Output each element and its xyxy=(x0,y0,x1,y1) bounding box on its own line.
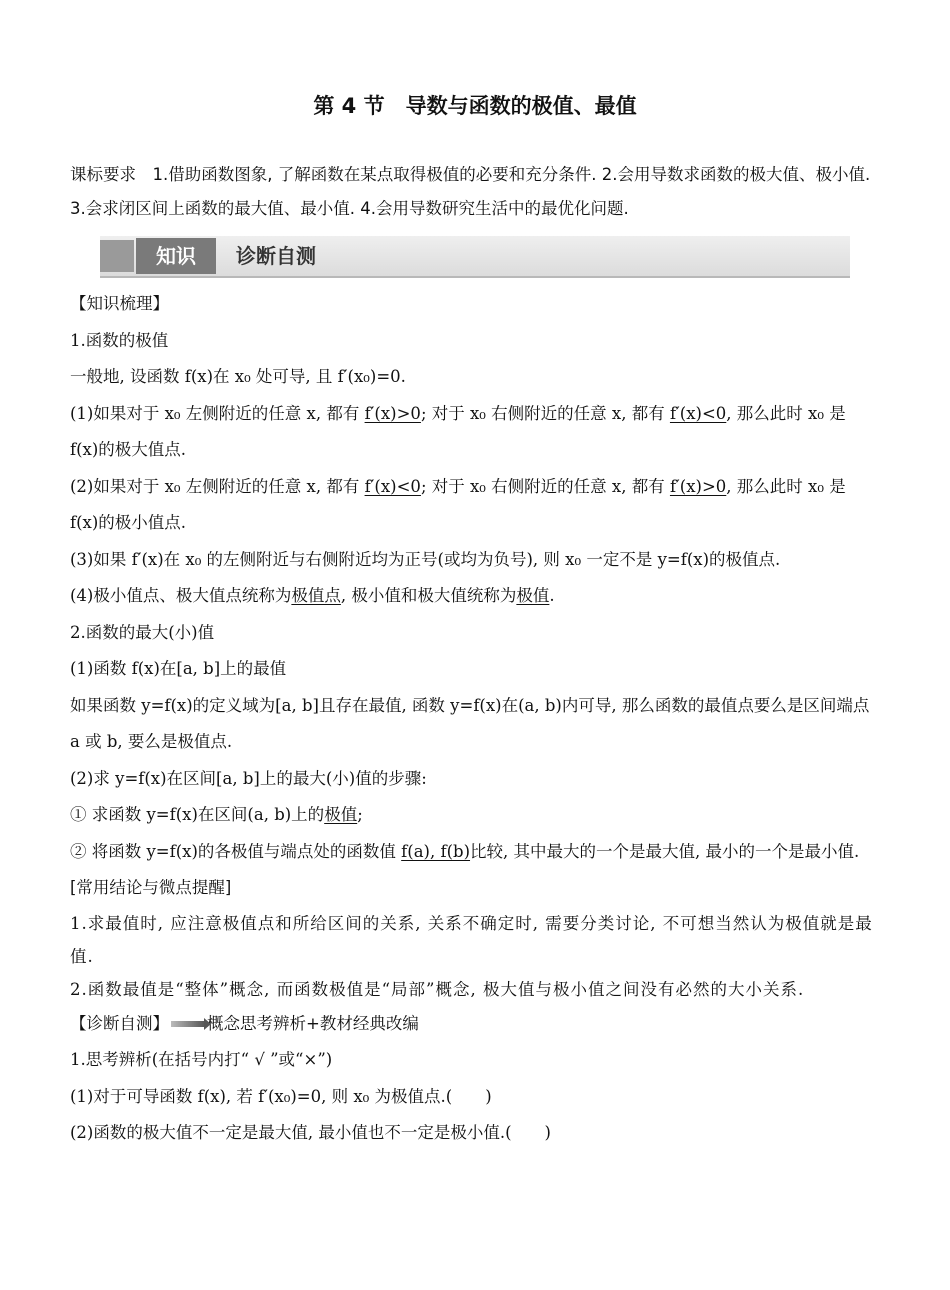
section-1-title: 1.函数的极值 xyxy=(70,330,169,350)
section-2-1-text: 如果函数 y=f(x)的定义域为[a, b]且存在最值, 函数 y=f(x)在(a, b)内可导, 那么函数的最值点要么是区间端点 a 或 b, 要么是极值点. xyxy=(70,695,870,751)
answer-blank: 极值 xyxy=(324,805,358,824)
question-1-2: (2)函数的极大值不一定是最大值, 最小值也不一定是极小值.( ) xyxy=(70,1123,551,1142)
curriculum-requirements: 课标要求 1.借助函数图象, 了解函数在某点取得极值的必要和充分条件. 2.会用导数求函数的极大值、极小值. 3.会求闭区间上函数的最大值、最小值. 4.会用导数研究生活中的最优化问题. xyxy=(70,165,871,218)
banner-tag: 知识 xyxy=(136,238,216,274)
diagnostic-heading: 【诊断自测】 xyxy=(70,1013,169,1033)
answer-blank: f′(x)<0 xyxy=(669,403,727,423)
banner-title: 诊断自测 xyxy=(236,244,316,268)
step-2: ② 将函数 y=f(x)的各极值与端点处的函数值 f(a), f(b)比较, 其中最大的一个是最大值, 最小的一个是最小值. xyxy=(70,841,860,861)
paragraph-terms: (4)极小值点、极大值点统称为极值点, 极小值和极大值统称为极值. xyxy=(70,586,555,605)
answer-blank: f′(x)>0 xyxy=(364,403,421,423)
conclusions-heading: [常用结论与微点提醒] xyxy=(70,878,232,897)
section-banner xyxy=(100,236,850,278)
arrow-icon xyxy=(171,1021,205,1027)
banner-stripe xyxy=(100,240,134,272)
diagnostic-heading-row xyxy=(70,1006,882,1043)
section-2-2-title: (2)求 y=f(x)在区间[a, b]上的最大(小)值的步骤: xyxy=(70,768,427,788)
step-1: ① 求函数 y=f(x)在区间(a, b)上的极值; xyxy=(70,805,363,824)
section-2-title: 2.函数的最大(小)值 xyxy=(70,622,215,642)
section-1-intro: 一般地, 设函数 f(x)在 x₀ 处可导, 且 f′(x₀)=0. xyxy=(70,367,406,386)
answer-blank: 极值点 xyxy=(291,586,341,605)
knowledge-heading: 【知识梳理】 xyxy=(70,294,169,313)
question-1: 1.思考辨析(在括号内打“ √ ”或“×”) xyxy=(70,1050,333,1069)
section-2-1-title: (1)函数 f(x)在[a, b]上的最值 xyxy=(70,659,287,678)
page-title: 第 4 节 导数与函数的极值、最值 xyxy=(313,94,637,118)
paragraph-minimum-point: (2)如果对于 x₀ 左侧附近的任意 x, 都有 f′(x)<0; 对于 x₀ 右侧附近的任意 x, 都有 f′(x)>0, 那么此时 x₀ 是 f(x)的极小值点. xyxy=(70,476,846,532)
conclusion-1: 1.求最值时, 应注意极值点和所给区间的关系, 关系不确定时, 需要分类讨论, 不可想当然认为极值就是最值. xyxy=(70,913,873,966)
diagnostic-subtitle: 概念思考辨析+教材经典改编 xyxy=(207,1013,419,1033)
question-1-1: (1)对于可导函数 f(x), 若 f′(x₀)=0, 则 x₀ 为极值点.( ) xyxy=(70,1086,492,1106)
answer-blank: f′(x)<0 xyxy=(364,476,421,496)
answer-blank: f′(x)>0 xyxy=(669,476,727,496)
content xyxy=(70,286,882,1152)
paragraph-not-extremum: (3)如果 f′(x)在 x₀ 的左侧附近与右侧附近均为正号(或均为负号), 则 x₀ 一定不是 y=f(x)的极值点. xyxy=(70,549,781,569)
answer-blank: 极值 xyxy=(516,586,550,605)
answer-blank: f(a), f(b) xyxy=(401,841,471,861)
conclusion-2: 2.函数最值是“整体”概念, 而函数极值是“局部”概念, 极大值与极小值之间没有必然的大小关系. xyxy=(70,979,805,999)
paragraph-maximum-point: (1)如果对于 x₀ 左侧附近的任意 x, 都有 f′(x)>0; 对于 x₀ 右侧附近的任意 x, 都有 f′(x)<0, 那么此时 x₀ 是 f(x)的极大值点. xyxy=(70,403,846,459)
